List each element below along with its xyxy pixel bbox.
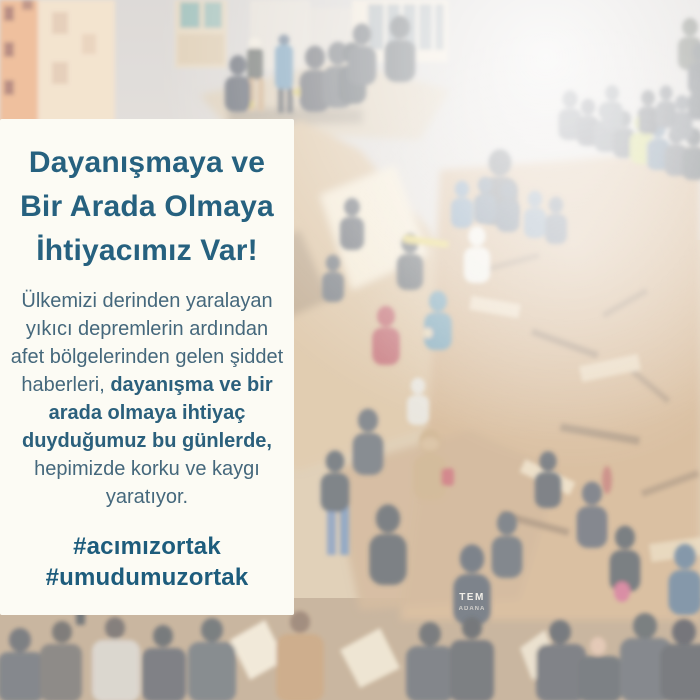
- text-panel: [0, 119, 294, 615]
- body-text-regular-2: hepimizde korku ve kaygı yaratıyor.: [34, 458, 260, 508]
- hashtags: [46, 531, 249, 593]
- hashtag-umudumuzortak: #umudumuzortak: [45, 564, 249, 591]
- headline-line-2: Bir Arada Olmaya: [20, 190, 274, 223]
- headline: [20, 141, 274, 273]
- body-text-regular: Ülkemizi derinden yaralayan yıkıcı depremlerin ardından afet bölgelerinden gelen şiddet haberleri,: [10, 290, 284, 396]
- body-paragraph: [7, 287, 287, 511]
- hashtag-acimizortak: #acımızortak: [73, 533, 221, 560]
- headline-line-3: İhtiyacımız Var!: [36, 234, 258, 267]
- body-text-bold: dayanışma ve bir arada olmaya ihtiyaç duyduğumuz bu günlerde,: [22, 374, 273, 452]
- headline-line-1: Dayanışmaya ve: [28, 146, 266, 179]
